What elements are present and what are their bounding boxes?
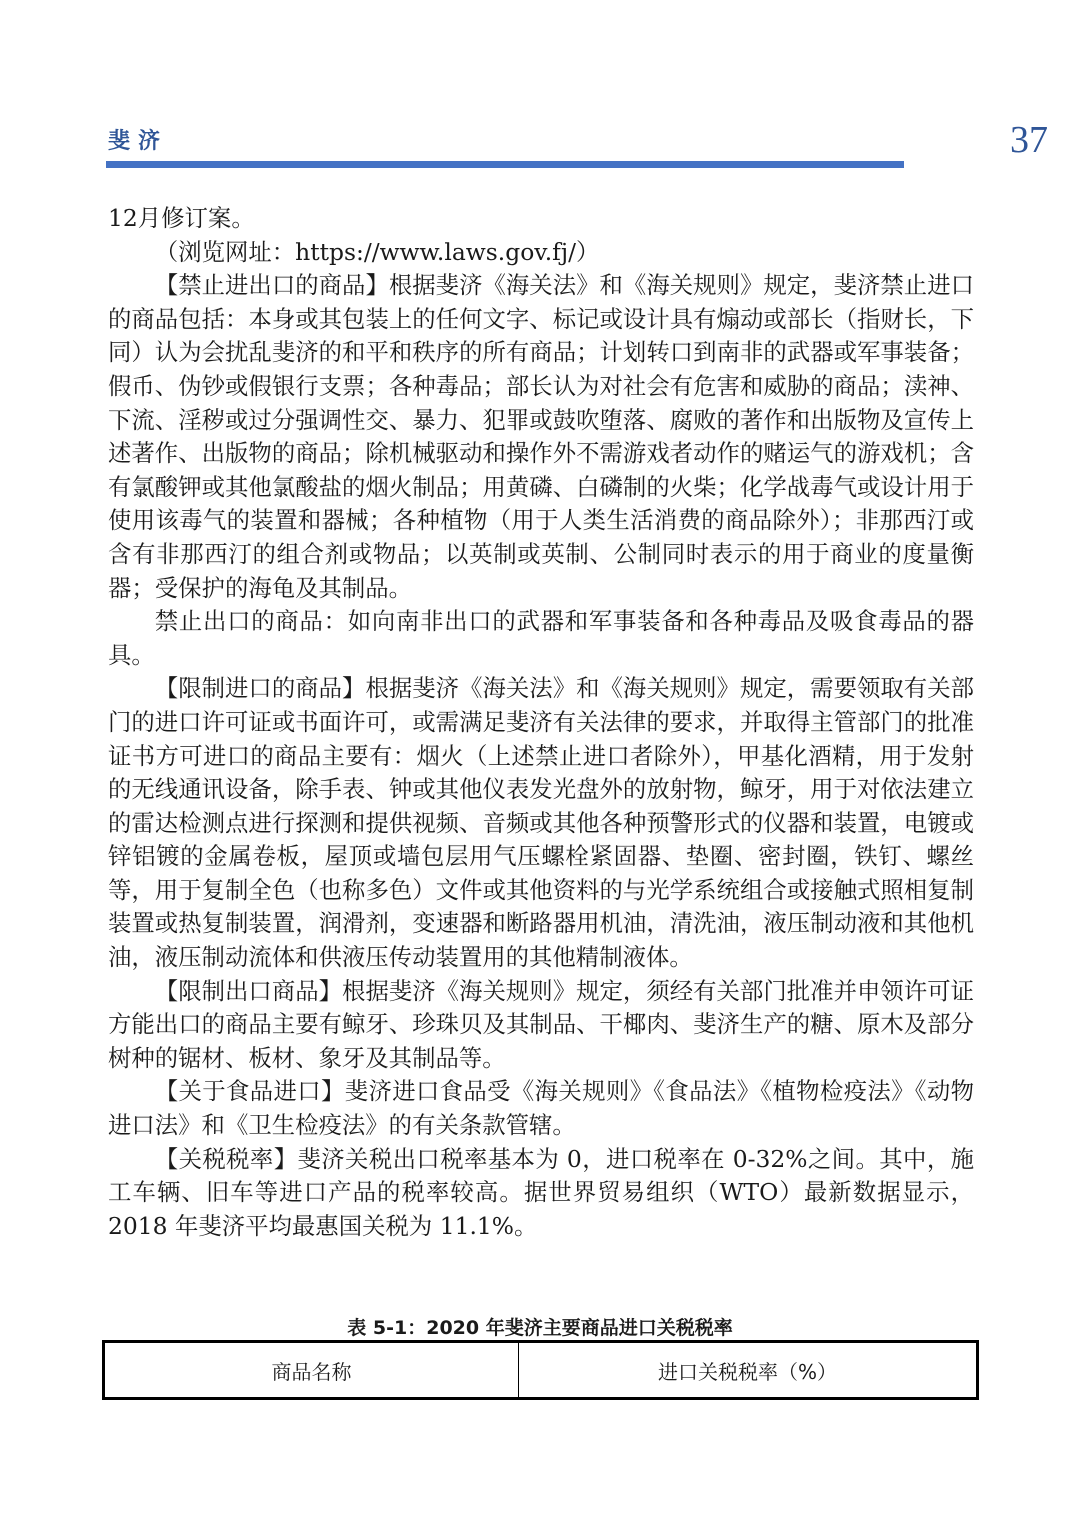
- header-divider: [106, 161, 904, 168]
- paragraph-continuation: 12月修订案。: [108, 204, 255, 232]
- column-header-rate: 进口关税税率（%）: [519, 1342, 978, 1399]
- running-header-title: 斐济: [108, 129, 169, 154]
- paragraph-url: （浏览网址：https://www.laws.gov.fj/）: [154, 237, 600, 266]
- column-header-product: 商品名称: [104, 1342, 519, 1399]
- table-caption: 表 5-1：2020 年斐济主要商品进口关税税率: [347, 1317, 733, 1339]
- paragraph-restricted-exports: 【限制出口商品】根据斐济《海关规则》规定，须经有关部门批准并申领许可证方能出口的商品主要有鲸牙、珍珠贝及其制品、干椰肉、斐济生产的糖、原木及部分树种的锯材、板材、象牙及其制品等。: [108, 976, 974, 1072]
- paragraph-prohibited-exports: 禁止出口的商品：如向南非出口的武器和军事装备和各种毒品及吸食毒品的器具。: [108, 607, 974, 669]
- body-text: [108, 202, 974, 1243]
- table-header-row: [104, 1342, 978, 1399]
- tariff-table: [102, 1340, 979, 1400]
- paragraph-tariff-rates: 【关税税率】斐济关税出口税率基本为 0，进口税率在 0-32%之间。其中，施工车辆、旧车等进口产品的税率较高。据世界贸易组织（WTO）最新数据显示，2018 年斐济平均最惠国关税为 11.1%。: [108, 1144, 974, 1240]
- page-number: 37: [1010, 119, 1048, 161]
- paragraph-prohibited-goods: 【禁止进出口的商品】根据斐济《海关法》和《海关规则》规定，斐济禁止进口的商品包括：本身或其包装上的任何文字、标记或设计具有煽动或部长（指财长，下同）认为会扰乱斐济的和平和秩序的所有商品；计划转口到南非的武器或军事装备；假币、伪钞或假银行支票；各种毒品；部长认为对社会有危害和威胁的商品；渎神、下流、淫秽或过分强调性交、暴力、犯罪或鼓吹堕落、腐败的著作和出版物及宣传上述著作、出版物的商品；除机械驱动和操作外不需游戏者动作的赌运气的游戏机；含有氯酸钾或其他氯酸盐的烟火制品；用黄磷、白磷制的火柴；化学战毒气或设计用于使用该毒气的装置和器械；各种植物（用于人类生活消费的商品除外）；非那西汀或含有非那西汀的组合剂或物品；以英制或英制、公制同时表示的用于商业的度量衡器；受保护的海龟及其制品。: [108, 271, 974, 602]
- paragraph-food-imports: 【关于食品进口】斐济进口食品受《海关规则》《食品法》《植物检疫法》《动物进口法》和《卫生检疫法》的有关条款管辖。: [108, 1077, 974, 1140]
- paragraph-restricted-imports: 【限制进口的商品】根据斐济《海关法》和《海关规则》规定，需要领取有关部门的进口许可证或书面许可，或需满足斐济有关法律的要求，并取得主管部门的批准证书方可进口的商品主要有：烟火（上述禁止进口者除外），甲基化酒精，用于发射的无线通讯设备，除手表、钟或其他仪表发光盘外的放射物，鲸牙，用于对依法建立的雷达检测点进行探测和提供视频、音频或其他各种预警形式的仪器和装置，电镀或锌铝镀的金属卷板，屋顶或墙包层用气压螺栓紧固器、垫圈、密封圈，铁钉、螺丝等，用于复制全色（也称多色）文件或其他资料的与光学系统组合或接触式照相复制装置或热复制装置，润滑剂，变速器和断路器用机油，清洗油，液压制动液和其他机油，液压制动流体和供液压传动装置用的其他精制液体。: [108, 674, 974, 972]
